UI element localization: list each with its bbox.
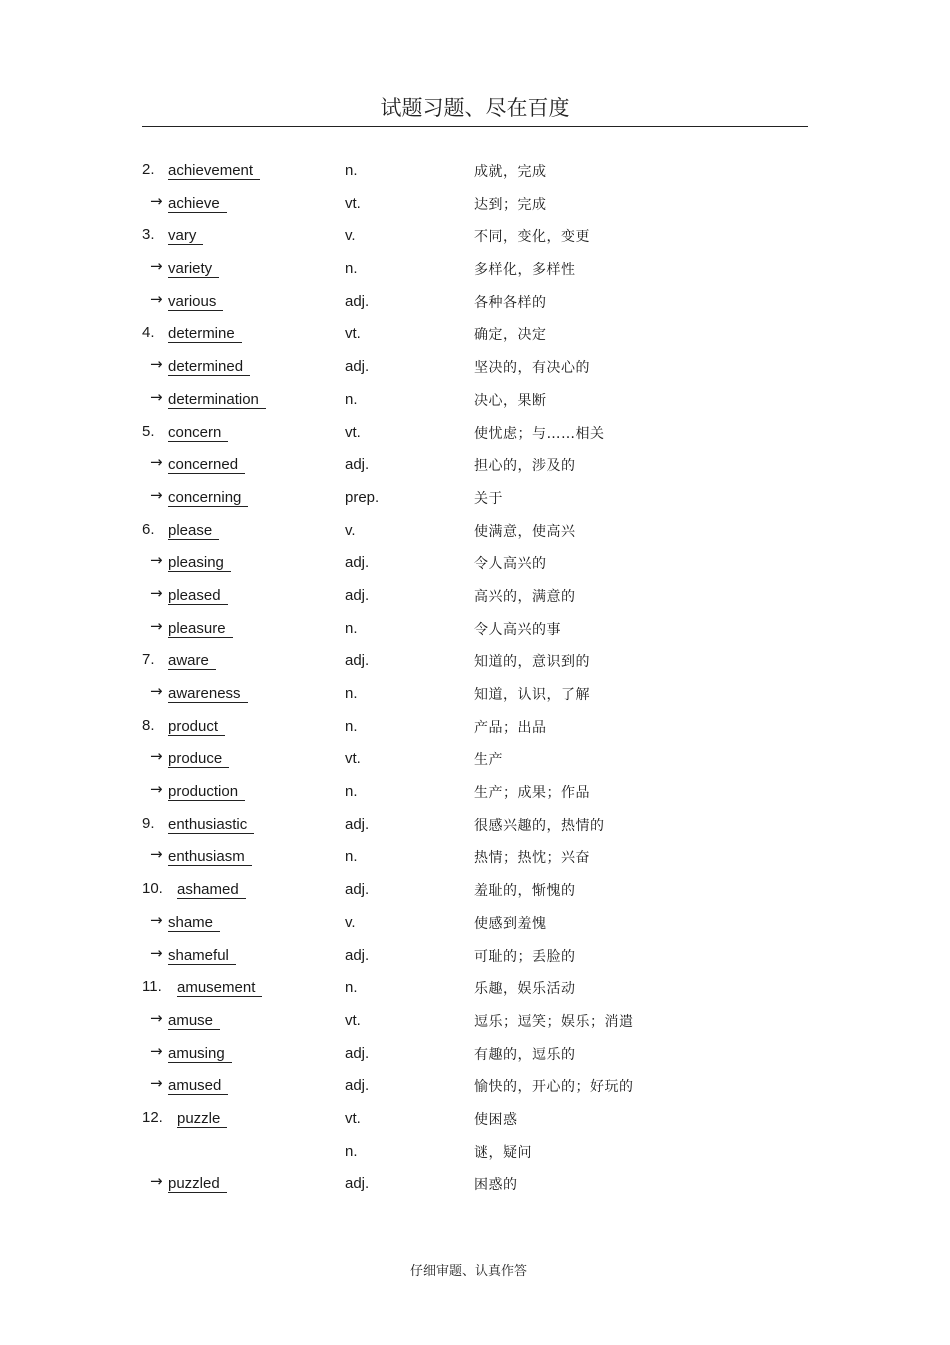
vocab-word: concern: [168, 424, 228, 442]
vocab-word: produce: [168, 750, 229, 768]
chinese-meaning: 使困惑: [474, 1111, 518, 1128]
chinese-meaning: 成就，完成: [474, 164, 547, 180]
entry-number: 3.: [142, 226, 155, 244]
chinese-meaning: 达到；完成: [474, 196, 547, 213]
chinese-meaning: 令人高兴的事: [474, 621, 561, 638]
vocab-row: [142, 257, 808, 290]
entry-number: 5.: [142, 422, 155, 440]
part-of-speech: prep.: [345, 488, 380, 506]
part-of-speech: vt.: [345, 325, 361, 343]
entry-number: 7.: [142, 651, 155, 669]
vocab-word: concerning: [168, 489, 248, 507]
chinese-meaning: 高兴的，满意的: [474, 588, 576, 605]
entry-number: 2.: [142, 161, 155, 178]
entry-number: 11.: [142, 978, 162, 996]
vocab-word: amusing: [168, 1045, 232, 1063]
entry-number: 8.: [142, 716, 155, 734]
vocab-row: [142, 1042, 808, 1075]
derivative-arrow-icon: →: [150, 780, 163, 799]
vocab-list: [142, 159, 808, 1205]
vocab-word: amusement: [177, 979, 262, 997]
derivative-arrow-icon: →: [150, 191, 163, 210]
part-of-speech: vt.: [345, 1011, 361, 1029]
chinese-meaning: 担心的，涉及的: [474, 458, 576, 475]
chinese-meaning: 使感到羞愧: [474, 915, 547, 932]
part-of-speech: v.: [345, 913, 356, 931]
vocab-word: puzzle: [177, 1110, 227, 1128]
vocab-word: concerned: [168, 456, 245, 474]
part-of-speech: n.: [345, 783, 358, 801]
part-of-speech: n.: [345, 162, 358, 179]
vocab-word: enthusiastic: [168, 816, 254, 834]
chinese-meaning: 谜，疑问: [474, 1144, 532, 1161]
vocab-row: [142, 584, 808, 617]
vocab-row: [142, 780, 808, 813]
part-of-speech: n.: [345, 619, 358, 637]
chinese-meaning: 不同，变化，变更: [474, 229, 590, 246]
vocab-row: [142, 1172, 808, 1205]
part-of-speech: v.: [345, 227, 356, 245]
part-of-speech: n.: [345, 717, 358, 735]
vocab-row: [142, 944, 808, 977]
vocab-word: amused: [168, 1077, 228, 1095]
chinese-meaning: 使忧虑；与……相关: [474, 425, 605, 442]
derivative-arrow-icon: →: [150, 1041, 163, 1060]
vocab-row: [142, 519, 808, 552]
derivative-arrow-icon: →: [150, 355, 163, 374]
chinese-meaning: 羞耻的，惭愧的: [474, 883, 576, 900]
vocab-row: [142, 421, 808, 454]
vocab-word: production: [168, 783, 245, 801]
part-of-speech: n.: [345, 979, 358, 997]
chinese-meaning: 多样化，多样性: [474, 262, 576, 279]
chinese-meaning: 很感兴趣的，热情的: [474, 817, 605, 834]
vocab-row: [142, 911, 808, 944]
vocab-row: [142, 976, 808, 1009]
vocab-word: achieve: [168, 195, 227, 213]
part-of-speech: adj.: [345, 1077, 370, 1095]
derivative-arrow-icon: →: [150, 910, 163, 929]
derivative-arrow-icon: →: [150, 1074, 163, 1093]
part-of-speech: adj.: [345, 554, 370, 572]
derivative-arrow-icon: →: [150, 616, 163, 635]
part-of-speech: vt.: [345, 750, 361, 768]
part-of-speech: adj.: [345, 1044, 370, 1062]
chinese-meaning: 各种各样的: [474, 294, 547, 311]
vocab-row: [142, 453, 808, 486]
vocab-word: puzzled: [168, 1175, 227, 1193]
derivative-arrow-icon: →: [150, 485, 163, 504]
part-of-speech: adj.: [345, 292, 370, 310]
vocab-row: [142, 551, 808, 584]
vocab-word: determine: [168, 325, 242, 343]
chinese-meaning: 令人高兴的: [474, 556, 547, 573]
vocab-row: [142, 617, 808, 650]
derivative-arrow-icon: →: [150, 1172, 163, 1191]
derivative-arrow-icon: →: [150, 453, 163, 472]
vocab-row: [142, 715, 808, 748]
entry-number: 12.: [142, 1108, 163, 1126]
chinese-meaning: 关于: [474, 490, 503, 507]
vocab-word: determined: [168, 358, 250, 376]
chinese-meaning: 生产: [474, 752, 503, 769]
chinese-meaning: 知道，认识，了解: [474, 687, 590, 703]
part-of-speech: vt.: [345, 194, 361, 212]
vocab-row: [142, 486, 808, 519]
derivative-arrow-icon: →: [150, 747, 163, 766]
derivative-arrow-icon: →: [150, 387, 163, 406]
vocab-row: [142, 224, 808, 257]
chinese-meaning: 坚决的，有决心的: [474, 360, 590, 377]
chinese-meaning: 使满意，使高兴: [474, 523, 576, 540]
part-of-speech: adj.: [345, 946, 370, 964]
vocab-row: [142, 159, 808, 192]
vocab-word: pleasing: [168, 554, 231, 572]
vocab-row: [142, 290, 808, 323]
vocab-word: variety: [168, 260, 219, 278]
part-of-speech: n.: [345, 848, 358, 866]
vocab-word: achievement: [168, 162, 260, 180]
chinese-meaning: 生产；成果；作品: [474, 785, 590, 802]
entry-number: 4.: [142, 324, 155, 342]
vocab-row: [142, 649, 808, 682]
vocab-row: [142, 747, 808, 780]
vocab-word: determination: [168, 391, 266, 409]
vocab-word: enthusiasm: [168, 848, 252, 866]
derivative-arrow-icon: →: [150, 682, 163, 700]
page-footer-text: 仔细审题、认真作答: [409, 1264, 527, 1279]
part-of-speech: n.: [345, 260, 358, 278]
vocab-row: [142, 878, 808, 911]
derivative-arrow-icon: →: [150, 257, 163, 276]
part-of-speech: adj.: [345, 881, 370, 899]
vocab-word: shame: [168, 914, 220, 932]
chinese-meaning: 可耻的；丢脸的: [474, 948, 576, 965]
part-of-speech: n.: [345, 685, 358, 702]
part-of-speech: adj.: [345, 456, 370, 474]
part-of-speech: v.: [345, 521, 356, 539]
vocab-row: [142, 1140, 808, 1173]
part-of-speech: adj.: [345, 358, 370, 376]
vocab-word: shameful: [168, 947, 236, 965]
vocab-word: pleasure: [168, 620, 233, 638]
vocab-word: vary: [168, 227, 203, 245]
vocab-word: ashamed: [177, 881, 246, 899]
vocab-row: [142, 845, 808, 878]
vocab-row: [142, 1009, 808, 1042]
part-of-speech: n.: [345, 390, 358, 408]
entry-number: 10.: [142, 880, 163, 898]
part-of-speech: n.: [345, 1142, 358, 1160]
vocab-word: various: [168, 293, 223, 311]
header-divider: [142, 126, 808, 127]
chinese-meaning: 有趣的，逗乐的: [474, 1046, 576, 1063]
part-of-speech: vt.: [345, 423, 361, 441]
vocab-row: [142, 1074, 808, 1107]
chinese-meaning: 热情；热忱；兴奋: [474, 850, 590, 867]
part-of-speech: adj.: [345, 586, 370, 604]
vocab-word: pleased: [168, 587, 228, 605]
chinese-meaning: 困惑的: [474, 1177, 518, 1194]
derivative-arrow-icon: →: [150, 1008, 163, 1027]
vocab-row: [142, 682, 808, 715]
chinese-meaning: 知道的，意识到的: [474, 654, 590, 671]
page-header-title: 试题习题、尽在百度: [380, 96, 570, 120]
chinese-meaning: 决心，果断: [474, 392, 547, 409]
vocab-word: awareness: [168, 685, 248, 703]
part-of-speech: vt.: [345, 1109, 361, 1127]
part-of-speech: adj.: [345, 1175, 370, 1193]
chinese-meaning: 确定，决定: [474, 327, 547, 344]
vocab-row: [142, 1107, 808, 1140]
vocab-row: [142, 355, 808, 388]
part-of-speech: adj.: [345, 652, 370, 670]
derivative-arrow-icon: →: [150, 845, 163, 864]
vocab-word: product: [168, 718, 225, 736]
derivative-arrow-icon: →: [150, 583, 163, 602]
vocab-row: [142, 813, 808, 846]
vocab-word: aware: [168, 652, 216, 670]
vocab-row: [142, 192, 808, 225]
vocab-row: [142, 388, 808, 421]
entry-number: 9.: [142, 814, 155, 832]
vocab-word: please: [168, 522, 219, 540]
chinese-meaning: 乐趣，娱乐活动: [474, 981, 576, 998]
derivative-arrow-icon: →: [150, 551, 163, 570]
vocab-word: amuse: [168, 1012, 220, 1030]
chinese-meaning: 产品；出品: [474, 719, 547, 736]
chinese-meaning: 逗乐；逗笑；娱乐；消遣: [474, 1013, 634, 1030]
derivative-arrow-icon: →: [150, 289, 163, 308]
vocab-row: [142, 322, 808, 355]
chinese-meaning: 愉快的，开心的；好玩的: [474, 1079, 634, 1096]
part-of-speech: adj.: [345, 815, 370, 833]
entry-number: 6.: [142, 520, 155, 538]
derivative-arrow-icon: →: [150, 943, 163, 962]
